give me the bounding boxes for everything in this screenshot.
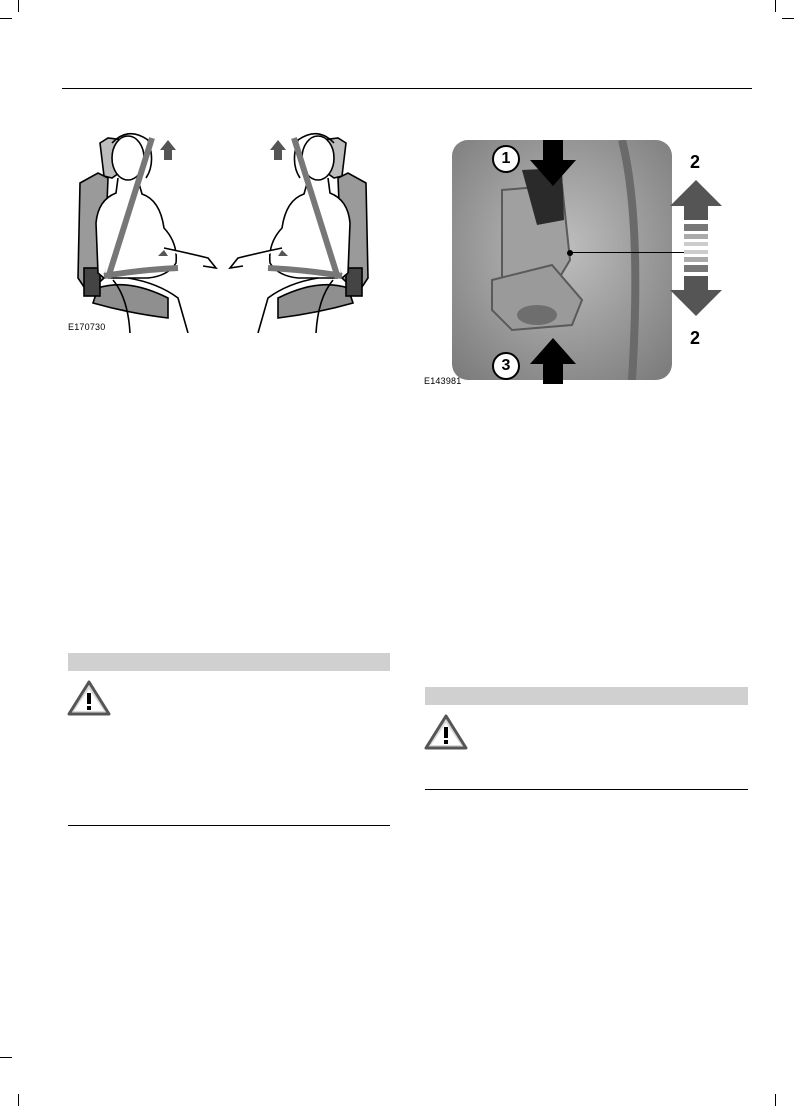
left-seat-figure (78, 134, 216, 333)
crop-mark-top-right-h (782, 18, 794, 19)
crop-mark-top-right (775, 0, 776, 12)
warning-end-rule-left (68, 825, 390, 826)
warning-header-bar-right (425, 687, 748, 705)
crop-mark-top-left (18, 0, 19, 12)
up-down-adjust-arrow-icon (670, 180, 722, 316)
pregnancy-seatbelt-illustration (68, 128, 378, 333)
crop-mark-bottom-left (18, 1094, 19, 1106)
crop-mark-bottom-right (775, 1094, 776, 1106)
figure-code-right: E143981 (424, 376, 462, 386)
callout-1 (492, 145, 520, 173)
callout-2-bottom: 2 (690, 328, 701, 348)
callout-3-label: 3 (501, 357, 511, 374)
push-up-arrow-icon (528, 338, 578, 384)
crop-mark-top-left-h (0, 18, 12, 19)
right-seat-figure (230, 134, 368, 333)
callout-pointer-line (572, 252, 684, 253)
callout-1-label: 1 (501, 150, 511, 167)
push-down-arrow-icon (528, 140, 578, 186)
warning-header-bar-left (68, 653, 390, 671)
crop-mark-bottom-left-h (0, 1057, 12, 1058)
figure-code-left: E170730 (68, 322, 106, 332)
callout-3 (492, 352, 520, 380)
warning-end-rule-right (425, 789, 748, 790)
callout-2-top: 2 (690, 152, 701, 172)
warning-triangle-icon (67, 680, 111, 716)
header-rule (62, 88, 752, 89)
warning-triangle-icon (424, 714, 468, 750)
